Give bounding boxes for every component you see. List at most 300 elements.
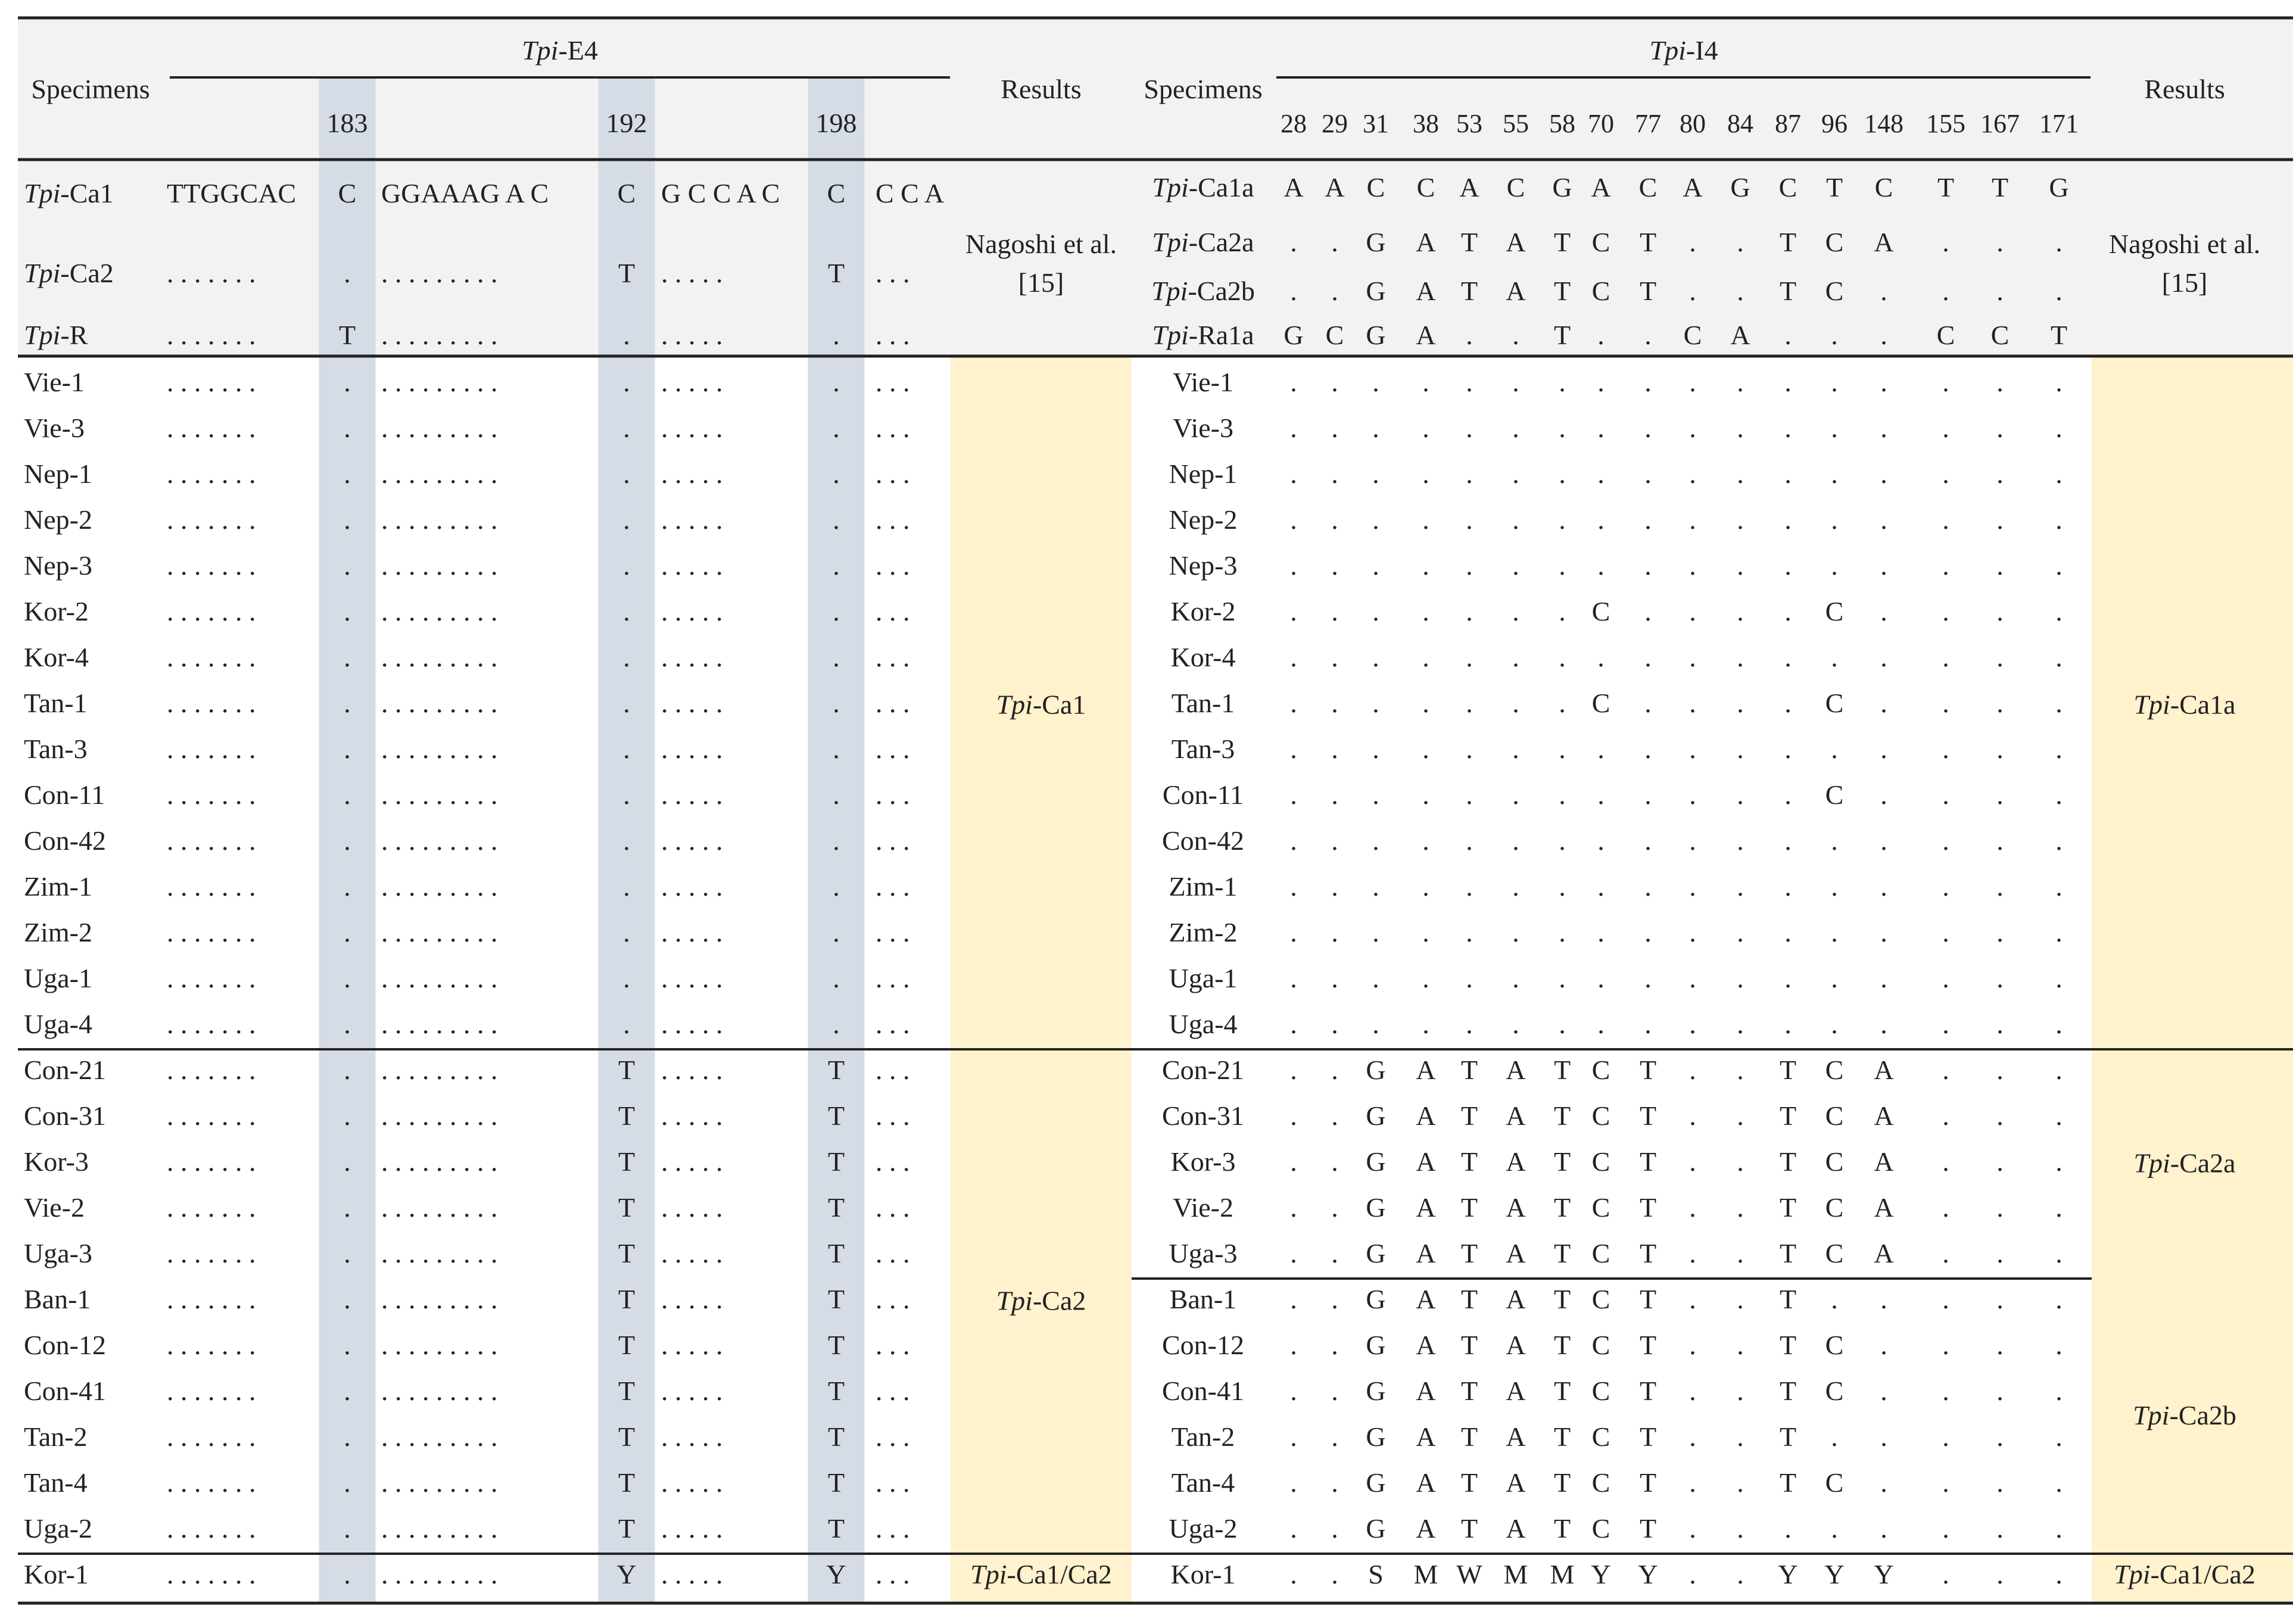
i4-specimen-name: Nep-1 — [1169, 459, 1238, 489]
i4-base-167: . — [1996, 1238, 2004, 1268]
i4-base-77: . — [1644, 596, 1652, 626]
i4-position-167: 167 — [1980, 109, 2020, 138]
i4-base-96: . — [1831, 504, 1838, 535]
i4-base-148: A — [1874, 1192, 1894, 1223]
e4-base-192: . — [623, 413, 630, 443]
i4-ref-base-80: . — [1689, 276, 1696, 306]
i4-ref-base-53: . — [1466, 320, 1473, 350]
e4-seg1: . . . . . . . — [167, 1192, 256, 1223]
i4-base-84: . — [1737, 550, 1744, 581]
e4-seg4: . . . — [876, 825, 910, 856]
i4-base-28: . — [1290, 504, 1297, 535]
i4-ref-base-80: C — [1683, 320, 1702, 350]
i4-base-53: T — [1460, 1146, 1478, 1177]
i4-base-84: . — [1737, 1101, 1744, 1131]
i4-base-84: . — [1737, 917, 1744, 947]
e4-seg4: . . . — [876, 1513, 910, 1544]
i4-base-80: . — [1689, 917, 1696, 947]
i4-base-55: . — [1512, 734, 1519, 764]
i4-base-155: . — [1942, 1513, 1949, 1544]
e4-base-183: . — [344, 1376, 351, 1406]
e4-seg2: . . . . . . . . . — [381, 917, 498, 947]
e4-seg2: . . . . . . . . . — [381, 1513, 498, 1544]
e4-specimen-name: Con-31 — [24, 1101, 106, 1131]
i4-specimen-name: Vie-3 — [1173, 413, 1233, 443]
i4-base-167: . — [1996, 1513, 2004, 1544]
i4-specimen-name: Con-31 — [1162, 1101, 1244, 1131]
i4-ref-base-29: . — [1331, 276, 1338, 306]
i4-base-155: . — [1942, 1009, 1949, 1039]
i4-base-70: C — [1591, 688, 1610, 718]
e4-specimen-name: Con-41 — [24, 1376, 106, 1406]
i4-base-167: . — [1996, 734, 2004, 764]
i4-base-31: . — [1372, 596, 1379, 626]
i4-base-29: . — [1331, 550, 1338, 581]
i4-base-31: G — [1366, 1192, 1386, 1223]
e4-base-198: . — [833, 917, 840, 947]
i4-base-28: . — [1290, 1330, 1297, 1360]
i4-base-77: T — [1639, 1330, 1657, 1360]
i4-base-77: . — [1644, 734, 1652, 764]
e4-base-192: . — [623, 459, 630, 489]
e4-base-183: . — [344, 550, 351, 581]
i4-base-58: T — [1553, 1055, 1571, 1085]
i4-base-58: . — [1559, 825, 1566, 856]
i4-base-55: . — [1512, 504, 1519, 535]
i4-base-77: Y — [1638, 1559, 1658, 1589]
i4-base-70: . — [1597, 871, 1605, 902]
i4-specimen-name: Nep-2 — [1169, 504, 1238, 535]
i4-base-155: . — [1942, 734, 1949, 764]
i4-specimen-name: Tan-3 — [1171, 734, 1235, 764]
e4-base-198: T — [827, 1422, 845, 1452]
e4-seg3: . . . . . — [661, 1513, 723, 1544]
i4-ref-base-53: A — [1459, 172, 1479, 202]
i4-ref-base-58: T — [1553, 227, 1571, 257]
i4-base-58: T — [1553, 1513, 1571, 1544]
e4-seg3: . . . . . — [661, 1422, 723, 1452]
e4-seg2: . . . . . . . . . — [381, 1146, 498, 1177]
i4-base-96: . — [1831, 413, 1838, 443]
i4-base-80: . — [1689, 1376, 1696, 1406]
i4-base-84: . — [1737, 459, 1744, 489]
i4-base-53: T — [1460, 1101, 1478, 1131]
i4-base-80: . — [1689, 1284, 1696, 1314]
i4-base-31: G — [1366, 1467, 1386, 1498]
e4-seg2: . . . . . . . . . — [381, 504, 498, 535]
i4-base-96: Y — [1824, 1559, 1845, 1589]
i4-ref-base-87: . — [1784, 320, 1792, 350]
i4-base-87: T — [1779, 1238, 1797, 1268]
i4-base-80: . — [1689, 688, 1696, 718]
e4-ref-seg4: C C A — [876, 178, 945, 208]
e4-seg1: . . . . . . . — [167, 780, 256, 810]
e4-gene-header: Tpi-E4 — [522, 35, 598, 66]
i4-base-38: . — [1422, 504, 1429, 535]
i4-base-77: T — [1639, 1055, 1657, 1085]
i4-base-53: . — [1466, 780, 1473, 810]
i4-base-70: . — [1597, 1009, 1605, 1039]
i4-base-53: T — [1460, 1513, 1478, 1544]
i4-base-29: . — [1331, 367, 1338, 397]
i4-ref-base-53: T — [1460, 227, 1478, 257]
e4-base-198: Y — [826, 1559, 846, 1589]
i4-base-31: . — [1372, 780, 1379, 810]
e4-result-ca2: Tpi-Ca2 — [996, 1285, 1086, 1316]
e4-base-192: . — [623, 963, 630, 993]
i4-base-84: . — [1737, 871, 1744, 902]
i4-ref-result: Nagoshi et al. — [2108, 229, 2261, 259]
i4-base-171: . — [2055, 1146, 2063, 1177]
i4-base-58: . — [1559, 963, 1566, 993]
i4-position-70: 70 — [1588, 109, 1614, 138]
i4-base-148: A — [1874, 1101, 1894, 1131]
i4-result-ca1-ca2: Tpi-Ca1/Ca2 — [2114, 1559, 2255, 1589]
i4-base-28: . — [1290, 1467, 1297, 1498]
e4-ref-base-183: . — [344, 258, 351, 288]
i4-base-53: . — [1466, 504, 1473, 535]
i4-ref-base-87: T — [1779, 227, 1797, 257]
i4-base-148: . — [1880, 1513, 1887, 1544]
i4-base-96: . — [1831, 1422, 1838, 1452]
i4-ref-base-28: G — [1283, 320, 1304, 350]
i4-ref-base-84: . — [1737, 227, 1744, 257]
i4-base-29: . — [1331, 871, 1338, 902]
i4-base-87: T — [1779, 1101, 1797, 1131]
e4-base-183: . — [344, 596, 351, 626]
i4-base-96: . — [1831, 1009, 1838, 1039]
e4-results-fill — [951, 356, 1132, 1603]
e4-seg1: . . . . . . . — [167, 1467, 256, 1498]
i4-base-148: . — [1880, 642, 1887, 672]
e4-ref-seg3: G C C A C — [661, 178, 780, 208]
i4-base-31: . — [1372, 1009, 1379, 1039]
e4-specimen-name: Uga-4 — [24, 1009, 92, 1039]
i4-ref-base-31: C — [1366, 172, 1385, 202]
e4-base-183: . — [344, 1192, 351, 1223]
i4-base-55: A — [1506, 1376, 1526, 1406]
e4-position-198: 198 — [815, 108, 857, 138]
i4-ref-base-29: A — [1325, 172, 1345, 202]
i4-base-155: . — [1942, 1559, 1949, 1589]
e4-base-183: . — [344, 504, 351, 535]
i4-base-28: . — [1290, 596, 1297, 626]
e4-seg3: . . . . . — [661, 871, 723, 902]
i4-ref-base-29: C — [1325, 320, 1344, 350]
e4-seg2: . . . . . . . . . — [381, 1055, 498, 1085]
e4-seg2: . . . . . . . . . — [381, 1422, 498, 1452]
e4-specimen-name: Tan-3 — [24, 734, 88, 764]
e4-seg1: . . . . . . . — [167, 688, 256, 718]
e4-seg3: . . . . . — [661, 642, 723, 672]
e4-seg4: . . . — [876, 550, 910, 581]
i4-base-87: T — [1779, 1284, 1797, 1314]
i4-ref-base-55: . — [1512, 320, 1519, 350]
e4-seg2: . . . . . . . . . — [381, 1376, 498, 1406]
i4-position-84: 84 — [1727, 109, 1753, 138]
e4-seg3: . . . . . — [661, 780, 723, 810]
e4-seg2: . . . . . . . . . — [381, 871, 498, 902]
e4-seg4: . . . — [876, 1146, 910, 1177]
e4-base-192: . — [623, 917, 630, 947]
i4-base-29: . — [1331, 1284, 1338, 1314]
i4-base-87: . — [1784, 1513, 1792, 1544]
i4-base-155: . — [1942, 780, 1949, 810]
i4-base-84: . — [1737, 642, 1744, 672]
i4-base-70: . — [1597, 780, 1605, 810]
i4-base-28: . — [1290, 1009, 1297, 1039]
i4-base-70: . — [1597, 413, 1605, 443]
i4-base-53: . — [1466, 871, 1473, 902]
i4-base-77: T — [1639, 1238, 1657, 1268]
i4-base-167: . — [1996, 1146, 2004, 1177]
i4-ref-base-155: . — [1942, 276, 1949, 306]
e4-ref-result: Nagoshi et al. — [965, 229, 1117, 259]
i4-ref-base-148: . — [1880, 320, 1887, 350]
i4-base-28: . — [1290, 688, 1297, 718]
e4-seg4: . . . — [876, 1238, 910, 1268]
i4-base-29: . — [1331, 1467, 1338, 1498]
i4-base-53: . — [1466, 688, 1473, 718]
i4-base-84: . — [1737, 1146, 1744, 1177]
i4-base-155: . — [1942, 1467, 1949, 1498]
e4-seg1: . . . . . . . — [167, 1146, 256, 1177]
i4-base-84: . — [1737, 1192, 1744, 1223]
i4-base-167: . — [1996, 917, 2004, 947]
i4-base-53: . — [1466, 825, 1473, 856]
i4-base-55: . — [1512, 642, 1519, 672]
i4-base-171: . — [2055, 1513, 2063, 1544]
e4-base-198: T — [827, 1467, 845, 1498]
e4-ref-result-cite: [15] — [1018, 267, 1064, 298]
i4-specimen-name: Nep-3 — [1169, 550, 1238, 581]
i4-position-155: 155 — [1926, 109, 1965, 138]
i4-specimen-name: Con-42 — [1162, 825, 1244, 856]
e4-base-198: T — [827, 1146, 845, 1177]
i4-base-29: . — [1331, 1146, 1338, 1177]
i4-base-87: Y — [1778, 1559, 1798, 1589]
i4-base-58: . — [1559, 688, 1566, 718]
i4-base-80: . — [1689, 825, 1696, 856]
i4-base-148: . — [1880, 1467, 1887, 1498]
i4-gene-header: Tpi-I4 — [1649, 35, 1718, 66]
e4-ref-seg4: . . . — [876, 320, 910, 350]
e4-base-183: . — [344, 1330, 351, 1360]
e4-seg1: . . . . . . . — [167, 1513, 256, 1544]
e4-base-183: . — [344, 459, 351, 489]
i4-base-80: . — [1689, 871, 1696, 902]
i4-base-38: A — [1416, 1513, 1436, 1544]
i4-base-77: T — [1639, 1101, 1657, 1131]
e4-seg3: . . . . . — [661, 596, 723, 626]
i4-base-55: . — [1512, 871, 1519, 902]
i4-base-155: . — [1942, 917, 1949, 947]
e4-ref-name: Tpi-Ca1 — [24, 178, 114, 208]
e4-seg1: . . . . . . . — [167, 596, 256, 626]
i4-ref-base-167: . — [1996, 276, 2004, 306]
i4-base-31: . — [1372, 413, 1379, 443]
i4-base-96: C — [1825, 1238, 1844, 1268]
i4-base-28: . — [1290, 1284, 1297, 1314]
i4-base-148: . — [1880, 1376, 1887, 1406]
e4-base-192: T — [618, 1284, 635, 1314]
i4-base-31: . — [1372, 642, 1379, 672]
i4-base-28: . — [1290, 1192, 1297, 1223]
e4-base-198: T — [827, 1330, 845, 1360]
i4-base-53: . — [1466, 596, 1473, 626]
i4-base-171: . — [2055, 459, 2063, 489]
i4-base-55: . — [1512, 596, 1519, 626]
i4-base-31: G — [1366, 1330, 1386, 1360]
i4-base-55: A — [1506, 1055, 1526, 1085]
e4-seg3: . . . . . — [661, 1376, 723, 1406]
e4-seg4: . . . — [876, 688, 910, 718]
i4-base-77: T — [1639, 1513, 1657, 1544]
e4-position-192: 192 — [606, 108, 647, 138]
e4-seg2: . . . . . . . . . — [381, 1238, 498, 1268]
i4-base-28: . — [1290, 1376, 1297, 1406]
i4-base-38: A — [1416, 1146, 1436, 1177]
i4-base-171: . — [2055, 596, 2063, 626]
i4-result-ca2a: Tpi-Ca2a — [2133, 1148, 2236, 1179]
i4-base-29: . — [1331, 1376, 1338, 1406]
e4-base-198: . — [833, 596, 840, 626]
e4-seg2: . . . . . . . . . — [381, 688, 498, 718]
i4-base-80: . — [1689, 780, 1696, 810]
i4-base-155: . — [1942, 367, 1949, 397]
e4-seg2: . . . . . . . . . — [381, 596, 498, 626]
i4-base-29: . — [1331, 1330, 1338, 1360]
e4-ref-seg2: . . . . . . . . . — [381, 320, 498, 350]
i4-base-58: . — [1559, 1009, 1566, 1039]
i4-base-87: T — [1779, 1330, 1797, 1360]
i4-ref-name: Tpi-Ca1a — [1152, 172, 1254, 202]
i4-base-58: . — [1559, 367, 1566, 397]
i4-base-58: . — [1559, 550, 1566, 581]
i4-base-167: . — [1996, 1559, 2004, 1589]
i4-base-55: A — [1506, 1513, 1526, 1544]
e4-ref-name: Tpi-Ca2 — [24, 258, 114, 288]
e4-seg3: . . . . . — [661, 825, 723, 856]
i4-base-38: A — [1416, 1101, 1436, 1131]
i4-ref-base-58: G — [1552, 172, 1572, 202]
i4-base-77: . — [1644, 825, 1652, 856]
i4-base-31: . — [1372, 459, 1379, 489]
i4-base-171: . — [2055, 642, 2063, 672]
i4-base-31: . — [1372, 688, 1379, 718]
i4-ref-base-28: . — [1290, 227, 1297, 257]
i4-base-84: . — [1737, 1467, 1744, 1498]
i4-base-148: . — [1880, 871, 1887, 902]
e4-base-183: . — [344, 1146, 351, 1177]
i4-base-77: T — [1639, 1284, 1657, 1314]
e4-seg3: . . . . . — [661, 1559, 723, 1589]
i4-base-77: . — [1644, 459, 1652, 489]
i4-base-38: . — [1422, 963, 1429, 993]
i4-base-171: . — [2055, 413, 2063, 443]
i4-ref-base-96: . — [1831, 320, 1838, 350]
i4-base-53: . — [1466, 1009, 1473, 1039]
i4-base-31: . — [1372, 825, 1379, 856]
specimens-header-e4: Specimens — [31, 74, 150, 104]
i4-base-55: . — [1512, 367, 1519, 397]
i4-base-148: A — [1874, 1146, 1894, 1177]
i4-base-55: . — [1512, 1009, 1519, 1039]
i4-base-80: . — [1689, 963, 1696, 993]
i4-base-171: . — [2055, 1101, 2063, 1131]
i4-base-77: . — [1644, 550, 1652, 581]
i4-base-155: . — [1942, 459, 1949, 489]
i4-base-53: . — [1466, 642, 1473, 672]
i4-base-167: . — [1996, 459, 2004, 489]
e4-seg1: . . . . . . . — [167, 1330, 256, 1360]
i4-base-58: . — [1559, 780, 1566, 810]
e4-base-183: . — [344, 734, 351, 764]
e4-base-198: T — [827, 1513, 845, 1544]
e4-seg2: . . . . . . . . . — [381, 780, 498, 810]
e4-base-192: . — [623, 871, 630, 902]
i4-position-87: 87 — [1775, 109, 1801, 138]
i4-base-53: . — [1466, 963, 1473, 993]
i4-base-148: . — [1880, 825, 1887, 856]
i4-base-80: . — [1689, 504, 1696, 535]
e4-seg3: . . . . . — [661, 917, 723, 947]
e4-specimen-name: Uga-1 — [24, 963, 92, 993]
i4-base-58: M — [1550, 1559, 1575, 1589]
i4-base-167: . — [1996, 688, 2004, 718]
i4-base-28: . — [1290, 871, 1297, 902]
e4-seg3: . . . . . — [661, 413, 723, 443]
e4-specimen-name: Kor-3 — [24, 1146, 89, 1177]
i4-base-171: . — [2055, 1284, 2063, 1314]
i4-base-58: T — [1553, 1422, 1571, 1452]
i4-base-96: C — [1825, 780, 1844, 810]
i4-base-70: C — [1591, 1513, 1610, 1544]
i4-base-167: . — [1996, 367, 2004, 397]
i4-base-148: . — [1880, 596, 1887, 626]
i4-base-155: . — [1942, 1101, 1949, 1131]
e4-base-198: . — [833, 367, 840, 397]
i4-base-84: . — [1737, 1422, 1744, 1452]
e4-base-192: T — [618, 1330, 635, 1360]
e4-specimen-name: Vie-3 — [24, 413, 85, 443]
i4-ref-base-70: C — [1591, 227, 1610, 257]
e4-seg3: . . . . . — [661, 1284, 723, 1314]
i4-base-70: . — [1597, 642, 1605, 672]
i4-base-148: Y — [1874, 1559, 1894, 1589]
e4-result-ca1: Tpi-Ca1 — [996, 689, 1086, 720]
i4-base-28: . — [1290, 1422, 1297, 1452]
e4-ref-seg3: . . . . . — [661, 320, 723, 350]
i4-base-171: . — [2055, 1467, 2063, 1498]
e4-base-198: T — [827, 1101, 845, 1131]
i4-base-70: C — [1591, 1422, 1610, 1452]
i4-position-38: 38 — [1413, 109, 1439, 138]
e4-seg1: . . . . . . . — [167, 413, 256, 443]
i4-base-77: . — [1644, 871, 1652, 902]
i4-base-167: . — [1996, 1192, 2004, 1223]
i4-base-53: T — [1460, 1330, 1478, 1360]
i4-base-29: . — [1331, 413, 1338, 443]
i4-base-171: . — [2055, 504, 2063, 535]
e4-base-198: . — [833, 504, 840, 535]
e4-seg3: . . . . . — [661, 367, 723, 397]
i4-base-55: . — [1512, 825, 1519, 856]
i4-base-53: W — [1456, 1559, 1482, 1589]
i4-ref-base-28: . — [1290, 276, 1297, 306]
i4-base-87: . — [1784, 550, 1792, 581]
i4-base-58: . — [1559, 413, 1566, 443]
